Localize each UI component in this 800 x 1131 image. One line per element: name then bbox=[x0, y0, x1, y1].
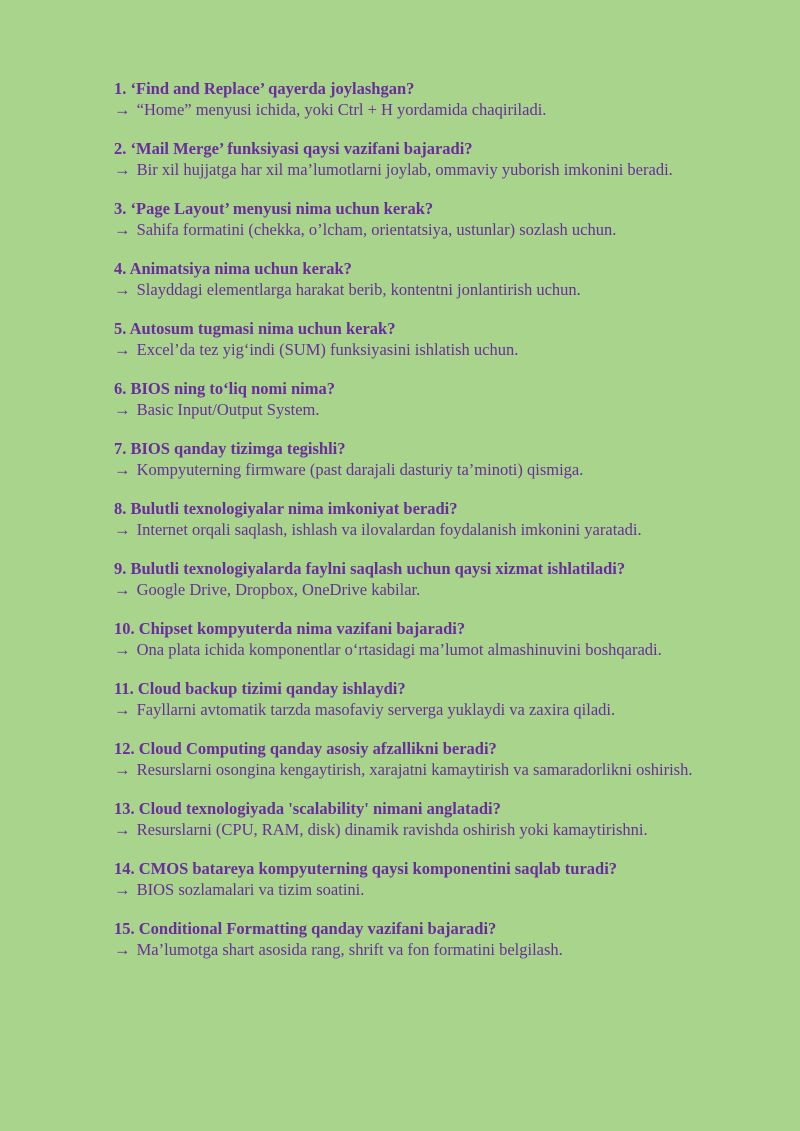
answer-3 bbox=[114, 219, 760, 240]
answer-1 bbox=[114, 99, 760, 120]
arrow-icon: → bbox=[114, 760, 131, 779]
arrow-icon: → bbox=[114, 460, 131, 479]
answer-text-15: Ma’lumotga shart asosida rang, shrift va fon formatini belgilash. bbox=[136, 940, 563, 959]
question-11: 11. Cloud backup tizimi qanday ishlaydi? bbox=[114, 679, 406, 698]
answer-text-5: Excel’da tez yig‘indi (SUM) funksiyasini ishlatish uchun. bbox=[136, 340, 519, 359]
question-1: 1. ‘Find and Replace’ qayerda joylashgan? bbox=[114, 79, 415, 98]
qa-item-15 bbox=[114, 918, 760, 960]
question-7: 7. BIOS qanday tizimga tegishli? bbox=[114, 439, 346, 458]
answer-text-7: Kompyuterning firmware (past darajali dasturiy ta’minoti) qismiga. bbox=[136, 460, 584, 479]
arrow-icon: → bbox=[114, 520, 131, 539]
answer-text-12: Resurslarni osongina kengaytirish, xarajatni kamaytirish va samaradorlikni oshirish. bbox=[136, 760, 693, 779]
question-8: 8. Bulutli texnologiyalar nima imkoniyat beradi? bbox=[114, 499, 458, 518]
arrow-icon: → bbox=[114, 700, 131, 719]
qa-item-1 bbox=[114, 78, 760, 120]
question-2: 2. ‘Mail Merge’ funksiyasi qaysi vazifani bajaradi? bbox=[114, 139, 473, 158]
qa-item-10 bbox=[114, 618, 760, 660]
qa-item-3 bbox=[114, 198, 760, 240]
answer-text-11: Fayllarni avtomatik tarzda masofaviy serverga yuklaydi va zaxira qiladi. bbox=[136, 700, 616, 719]
answer-11 bbox=[114, 699, 760, 720]
arrow-icon: → bbox=[114, 100, 131, 119]
answer-text-13: Resurslarni (CPU, RAM, disk) dinamik ravishda oshirish yoki kamaytirishni. bbox=[136, 820, 648, 839]
answer-13 bbox=[114, 819, 760, 840]
arrow-icon: → bbox=[114, 820, 131, 839]
qa-item-2 bbox=[114, 138, 760, 180]
answer-text-3: Sahifa formatini (chekka, o’lcham, orientatsiya, ustunlar) sozlash uchun. bbox=[136, 220, 617, 239]
arrow-icon: → bbox=[114, 280, 131, 299]
answer-text-4: Slayddagi elementlarga harakat berib, kontentni jonlantirish uchun. bbox=[136, 280, 581, 299]
answer-7 bbox=[114, 459, 760, 480]
answer-5 bbox=[114, 339, 760, 360]
qa-item-8 bbox=[114, 498, 760, 540]
arrow-icon: → bbox=[114, 880, 131, 899]
question-3: 3. ‘Page Layout’ menyusi nima uchun kerak? bbox=[114, 199, 434, 218]
answer-9 bbox=[114, 579, 760, 600]
arrow-icon: → bbox=[114, 580, 131, 599]
qa-item-13 bbox=[114, 798, 760, 840]
question-14: 14. CMOS batareya kompyuterning qaysi komponentini saqlab turadi? bbox=[114, 859, 618, 878]
question-15: 15. Conditional Formatting qanday vazifani bajaradi? bbox=[114, 919, 497, 938]
arrow-icon: → bbox=[114, 940, 131, 959]
answer-6 bbox=[114, 399, 760, 420]
qa-item-11 bbox=[114, 678, 760, 720]
qa-item-9 bbox=[114, 558, 760, 600]
answer-8 bbox=[114, 519, 760, 540]
qa-item-12 bbox=[114, 738, 760, 780]
arrow-icon: → bbox=[114, 400, 131, 419]
answer-14 bbox=[114, 879, 760, 900]
question-10: 10. Chipset kompyuterda nima vazifani bajaradi? bbox=[114, 619, 466, 638]
question-13: 13. Cloud texnologiyada 'scalability' nimani anglatadi? bbox=[114, 799, 501, 818]
question-5: 5. Autosum tugmasi nima uchun kerak? bbox=[114, 319, 396, 338]
answer-10 bbox=[114, 639, 760, 660]
answer-text-2: Bir xil hujjatga har xil ma’lumotlarni joylab, ommaviy yuborish imkonini beradi. bbox=[136, 160, 673, 179]
arrow-icon: → bbox=[114, 340, 131, 359]
answer-text-10: Ona plata ichida komponentlar o‘rtasidagi ma’lumot almashinuvini boshqaradi. bbox=[136, 640, 662, 659]
arrow-icon: → bbox=[114, 220, 131, 239]
question-9: 9. Bulutli texnologiyalarda faylni saqlash uchun qaysi xizmat ishlatiladi? bbox=[114, 559, 626, 578]
qa-item-7 bbox=[114, 438, 760, 480]
qa-item-6 bbox=[114, 378, 760, 420]
question-4: 4. Animatsiya nima uchun kerak? bbox=[114, 259, 352, 278]
qa-item-4 bbox=[114, 258, 760, 300]
arrow-icon: → bbox=[114, 160, 131, 179]
answer-12 bbox=[114, 759, 760, 780]
answer-text-9: Google Drive, Dropbox, OneDrive kabilar. bbox=[136, 580, 421, 599]
answer-text-8: Internet orqali saqlash, ishlash va ilovalardan foydalanish imkonini yaratadi. bbox=[136, 520, 642, 539]
arrow-icon: → bbox=[114, 640, 131, 659]
answer-2 bbox=[114, 159, 760, 180]
question-12: 12. Cloud Computing qanday asosiy afzallikni beradi? bbox=[114, 739, 497, 758]
question-6: 6. BIOS ning to‘liq nomi nima? bbox=[114, 379, 335, 398]
answer-text-14: BIOS sozlamalari va tizim soatini. bbox=[136, 880, 365, 899]
qa-item-14 bbox=[114, 858, 760, 900]
answer-15 bbox=[114, 939, 760, 960]
qa-item-5 bbox=[114, 318, 760, 360]
answer-text-6: Basic Input/Output System. bbox=[136, 400, 320, 419]
answer-text-1: “Home” menyusi ichida, yoki Ctrl + H yordamida chaqiriladi. bbox=[136, 100, 547, 119]
answer-4 bbox=[114, 279, 760, 300]
